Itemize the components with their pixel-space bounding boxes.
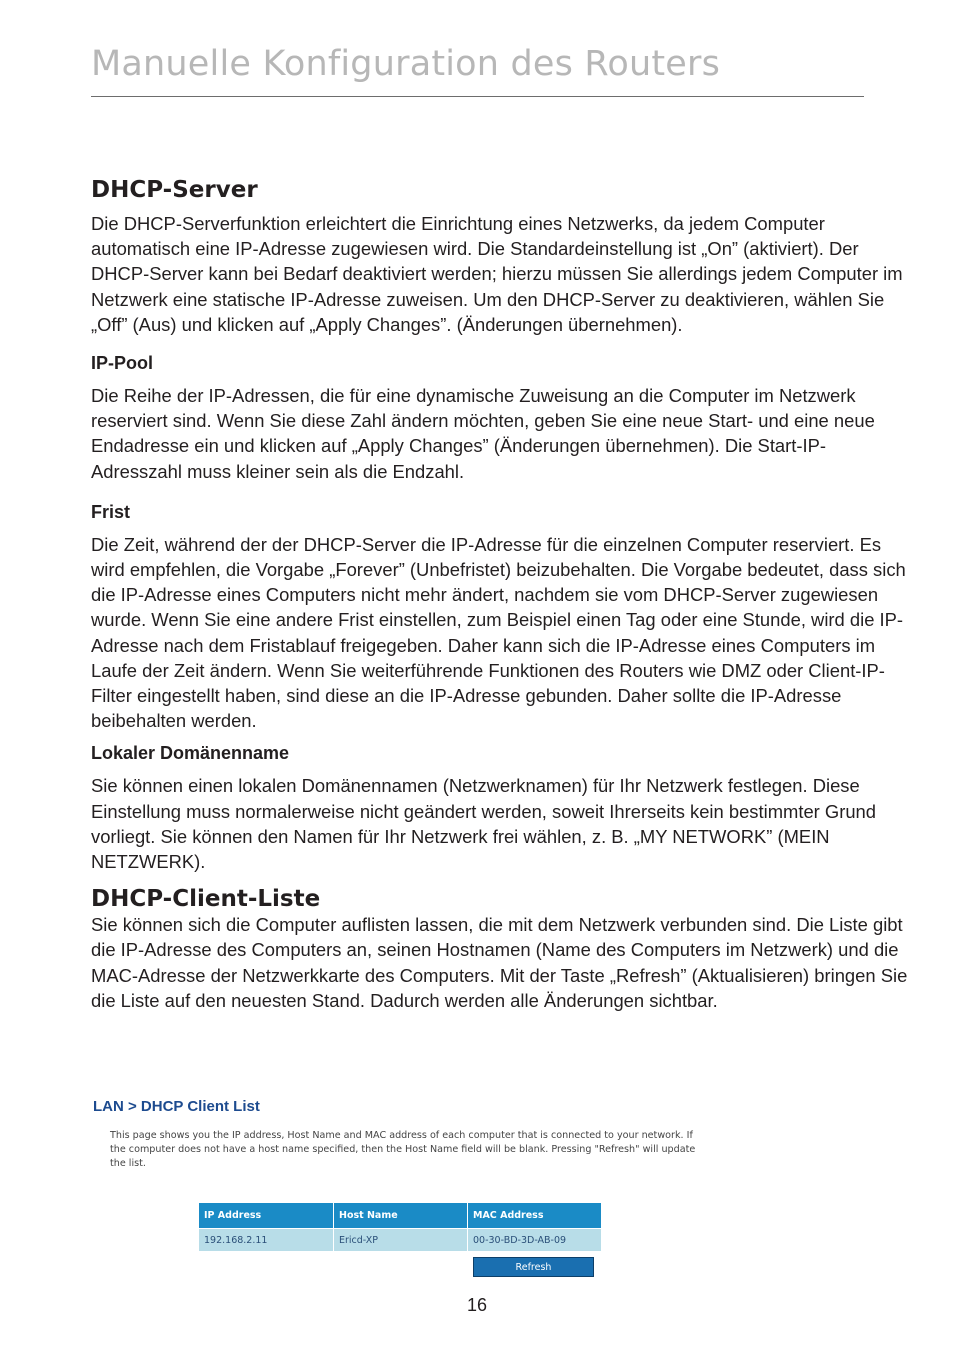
table-header-row <box>199 1203 602 1229</box>
paragraph-ip-pool: Die Reihe der IP-Adressen, die für eine dynamische Zuweisung an die Computer im Netzwerk reserviert sind. Wenn Sie diese Zahl ändern möchten, geben Sie eine neue Start- und eine neue Endadresse ein und klicken auf „Apply Changes” (Änderungen übernehmen). Die Start-IP-Adresszahl muss kleiner sein als die Endzahl. <box>91 385 875 482</box>
subheading-ip-pool: IP-Pool <box>91 353 153 374</box>
paragraph-dhcp-client-liste: Sie können sich die Computer auflisten lassen, die mit dem Netzwerk verbunden sind. Die Liste gibt die IP-Adresse des Computers an, seinen Hostnamen (Name des Computers im Netzwerk) und die MAC-Adresse der Netzwerkkarte des Computers. Mit der Taste „Refresh” (Aktualisieren) bringen Sie die Liste auf den neuesten Stand. Dadurch werden alle Änderungen sichtbar. <box>91 914 908 1011</box>
section-heading-dhcp-client-liste: DHCP-Client-Liste <box>91 886 321 913</box>
cell-host-name: Ericd-XP <box>334 1229 468 1252</box>
subheading-frist: Frist <box>91 501 131 522</box>
dhcp-client-table <box>198 1202 602 1252</box>
subheading-lokaler-domaenenname: Lokaler Domänenname <box>91 743 290 764</box>
column-header-ip-address: IP Address <box>199 1203 334 1229</box>
cell-mac-address: 00-30-BD-3D-AB-09 <box>468 1229 602 1252</box>
paragraph-dhcp-server: Die DHCP-Serverfunktion erleichtert die Einrichtung eines Netzwerks, da jedem Computer automatisch eine IP-Adresse zugewiesen wird. Die Standardeinstellung ist „On” (aktiviert). Der DHCP-Server kann bei Bedarf deaktiviert werden; hierzu müssen Sie allerdings jedem Computer im Netzwerk eine statische IP-Adresse zuweisen. Um den DHCP-Server zu deaktivieren, wählen Sie „Off” (Aus) und klicken auf „Apply Changes”. (Änderungen übernehmen). <box>91 213 903 335</box>
cell-ip-address: 192.168.2.11 <box>199 1229 334 1252</box>
paragraph-frist: Die Zeit, während der der DHCP-Server die IP-Adresse für die einzelnen Computer reserviert. Es wird empfehlen, die Vorgabe „Forever” (Unbefristet) beizubehalten. Die Vorgabe bedeutet, dass sich die IP-Adresse eines Computers nicht mehr ändert, nachdem sie vom DHCP-Server zugewiesen wurde. Wenn Sie eine andere Frist einstellen, zum Beispiel einen Tag oder eine Stunde, wird die IP-Adresse nach dem Fristablauf freigegeben. Daher kann sich die IP-Adresse eines Computers im Laufe der Zeit ändern. Wenn Sie weiterführende Funktionen des Routers wie DMZ oder Client-IP-Filter eingestellt haben, sind diese an die IP-Adresse gebunden. Daher sollte die IP-Adresse beibehalten werden. <box>91 533 906 732</box>
screenshot-description: This page shows you the IP address, Host Name and MAC address of each computer that is connected to your network. If the computer does not have a host name specified, then the Host Name field will be blank. Pressing "Refresh" will update the list. <box>110 1130 696 1169</box>
page-number: 16 <box>466 1295 488 1315</box>
page-title: Manuelle Konfiguration des Routers <box>91 44 721 84</box>
router-screenshot <box>93 1098 703 1171</box>
table-row <box>199 1229 602 1252</box>
column-header-mac-address: MAC Address <box>468 1203 602 1229</box>
document-body <box>91 177 911 1031</box>
column-header-host-name: Host Name <box>334 1203 468 1229</box>
screenshot-title: LAN > DHCP Client List <box>93 1098 260 1115</box>
title-divider <box>91 96 864 97</box>
section-heading-dhcp-server: DHCP-Server <box>91 177 258 203</box>
paragraph-lokaler-domaenenname: Sie können einen lokalen Domänennamen (Netzwerknamen) für Ihr Netzwerk festlegen. Diese Einstellung muss normalerweise nicht geändert werden, soweit Ihrerseits kein bestimmter Grund vorliegt. Sie können den Namen für Ihr Netzwerk frei wählen, z. B. „MY NETWORK” (MEIN NETZWERK). <box>91 775 877 873</box>
refresh-button[interactable]: Refresh <box>473 1257 594 1277</box>
